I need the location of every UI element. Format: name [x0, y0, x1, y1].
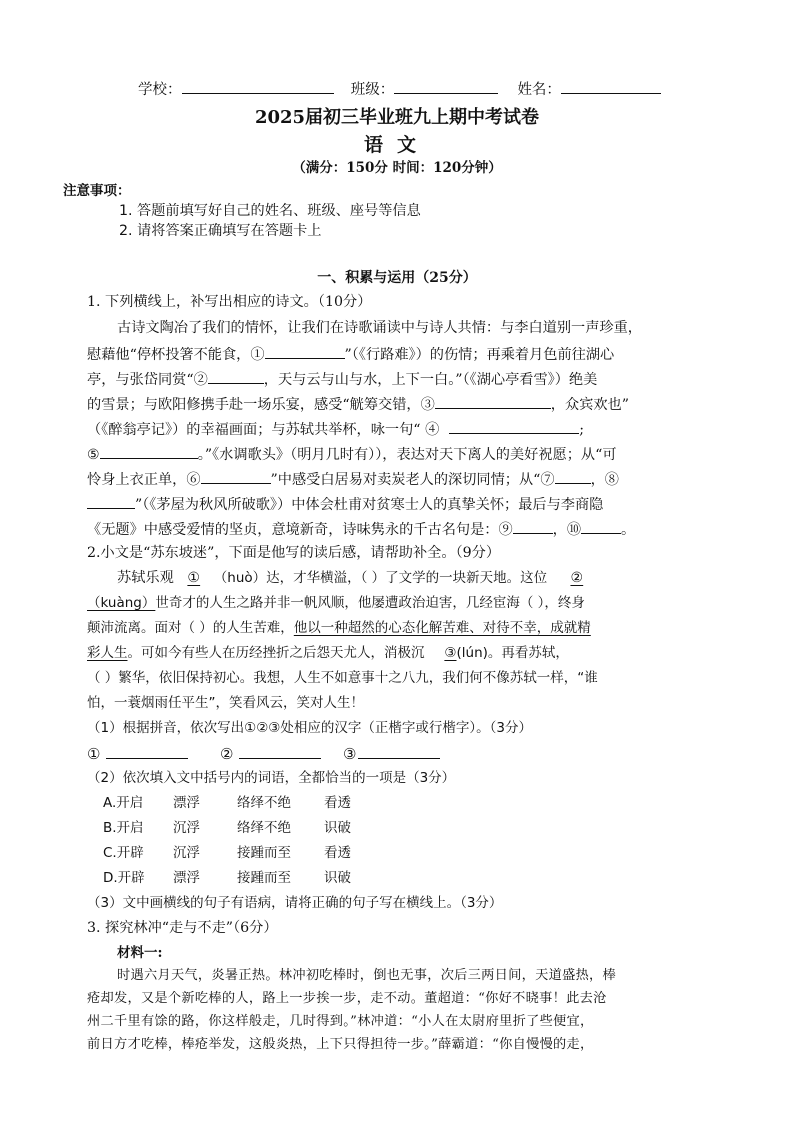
q2-sub-1: （1）根据拼音，依次写出①②③处相应的汉字（正楷字或行楷字）。（3分） [87, 720, 532, 736]
q2-answer-blanks: ① ② ③ [87, 743, 440, 764]
q2-stem: 2.小文是“苏东坡迷”，下面是他写的读后感，请帮助补全。（9分） [87, 545, 501, 561]
name-label: 姓名： [517, 82, 561, 98]
q3-material-label: 材料一: [117, 945, 163, 961]
q1-line-8: ”（《茅屋为秋风所破歌》）中体会杜甫对贫寒士人的真挚关怀；最后与李商隐 [87, 493, 603, 515]
q3-text-line-3: 州二千里有馀的路，你这样般走，几时得到。”林冲道：“小人在太尉府里折了些便宜， [87, 1014, 594, 1029]
q2-para-line-3: 颠沛流离。面对（ ）的人生苦难，他以一种超然的心态化解苦难、对待不幸，成就精 [87, 620, 591, 636]
subject-title: 语文 [363, 134, 430, 156]
q1-blank-10[interactable] [581, 518, 621, 534]
q1-blank-3[interactable] [435, 393, 551, 409]
q2-option-d[interactable]: D.开辟 漂浮 接踵而至 识破 [103, 870, 351, 886]
q3-stem: 3. 探究林冲“走与不走”（6分） [87, 920, 278, 936]
q1-line-6: ⑤ 。”《水调歌头》（明月几时有）），表达对天下离人的美好祝愿；从“可 [87, 443, 617, 465]
exam-title: 2025届初三毕业班九上期中考试卷 [254, 107, 540, 128]
q2-answer-blank-2[interactable] [239, 743, 321, 759]
q2-pinyin-blank-2[interactable]: ② [570, 570, 584, 586]
q1-blank-2[interactable] [208, 368, 264, 384]
q1-line-9: 《无题》中感受爱情的坚贞，意境新奇，诗味隽永的千古名句是：⑨ ，⑩ 。 [87, 518, 635, 540]
class-blank[interactable] [394, 78, 498, 94]
q3-text-line-4: 前日方才吃棒，棒疮举发，这般炎热，上下只得担待一步。”薛霸道：“你自慢慢的走， [87, 1037, 594, 1052]
q3-text-line-2: 疮却发，又是个新吃棒的人，路上一步挨一步，走不动。董超道：“你好不晓事！此去沧 [87, 991, 607, 1006]
notes-heading: 注意事项： [63, 183, 131, 199]
q2-para-line-6: 怕，一蓑烟雨任平生”，笑看风云，笑对人生！ [87, 695, 364, 711]
q2-para-line-1: 苏轼乐观 ① （huò）达，才华横溢，（ ）了文学的一块新天地。这位 ② [117, 570, 584, 586]
q1-line-5: （《醉翁亭记》）的幸福画面；与苏轼共举杯，咏一句“ ④ ; [87, 418, 584, 440]
q1-blank-1[interactable] [265, 343, 345, 359]
q1-blank-7[interactable] [555, 468, 591, 484]
q1-line-3: 亭，与张岱同赏“② ，天与云与山与水，上下一白。”（《湖心亭看雪》）绝美 [87, 368, 597, 390]
q2-pinyin-blank-3[interactable]: ③ [444, 645, 457, 661]
q2-para-line-4: 彩人生。可如今有些人在历经挫折之后怨天尤人，消极沉 ③(lún)。再看苏轼， [87, 645, 569, 661]
header-info [138, 78, 661, 100]
q1-line-7: 怜身上衣正单，⑥ ”中感受白居易对卖炭老人的深切同情；从“⑦ ，⑧ [87, 468, 619, 490]
q2-para-line-2: （kuàng）世奇才的人生之路并非一帆风顺，他屡遭政治迫害，几经宦海（ ），终身 [87, 595, 585, 611]
q1-blank-5[interactable] [100, 443, 198, 459]
q2-faulty-sentence: 他以一种超然的心态化解苦难、对待不幸，成就精 [293, 620, 591, 636]
q1-line-2: 慰藉他“停杯投箸不能食，① ”（《行路难》）的伤情；再乘着月色前往湖心 [87, 343, 614, 365]
q1-line-1: 古诗文陶冶了我们的情怀，让我们在诗歌诵读中与诗人共情：与李白道别一声珍重， [117, 320, 642, 336]
school-blank[interactable] [182, 78, 334, 94]
q3-text-line-1: 时遇六月天气，炎暑正热。林冲初吃棒时，倒也无事，次后三两日间，天道盛热，棒 [117, 968, 617, 983]
score-time: （满分：150分 时间：120分钟） [292, 160, 502, 176]
name-blank[interactable] [561, 78, 661, 94]
q1-line-4: 的雪景；与欧阳修携手赴一场乐宴，感受“觥筹交错，③ ，众宾欢也” [87, 393, 629, 415]
q2-option-c[interactable]: C.开辟 沉浮 接踵而至 看透 [103, 845, 351, 861]
section-1-heading: 一、积累与运用（25分） [317, 270, 477, 286]
school-label: 学校： [138, 82, 182, 98]
q2-option-a[interactable]: A.开启 漂浮 络绎不绝 看透 [103, 795, 351, 811]
class-label: 班级： [350, 82, 395, 98]
q1-blank-4[interactable] [449, 418, 579, 434]
q1-blank-8[interactable] [87, 493, 135, 509]
q2-option-b[interactable]: B.开启 沉浮 络绎不绝 识破 [103, 820, 351, 836]
q2-answer-blank-3[interactable] [358, 743, 440, 759]
notes-item-1: 1. 答题前填写好自己的姓名、班级、座号等信息 [119, 203, 421, 219]
notes-item-2: 2. 请将答案正确填写在答题卡上 [119, 223, 322, 239]
q1-blank-6[interactable] [201, 468, 271, 484]
q2-sub-2: （2）依次填入文中括号内的词语，全都恰当的一项是（3分） [87, 770, 456, 786]
q1-blank-9[interactable] [513, 518, 553, 534]
q1-stem: 1. 下列横线上，补写出相应的诗文。（10分） [87, 294, 372, 310]
q2-pinyin-blank-1[interactable]: ① [187, 570, 201, 586]
q2-answer-blank-1[interactable] [106, 743, 188, 759]
q2-sub-3: （3）文中画横线的句子有语病，请将正确的句子写在横线上。（3分） [87, 895, 503, 911]
q2-para-line-5: （ ）繁华，依旧保持初心。我想，人生不如意事十之八九，我们何不像苏轼一样，“谁 [87, 670, 598, 686]
